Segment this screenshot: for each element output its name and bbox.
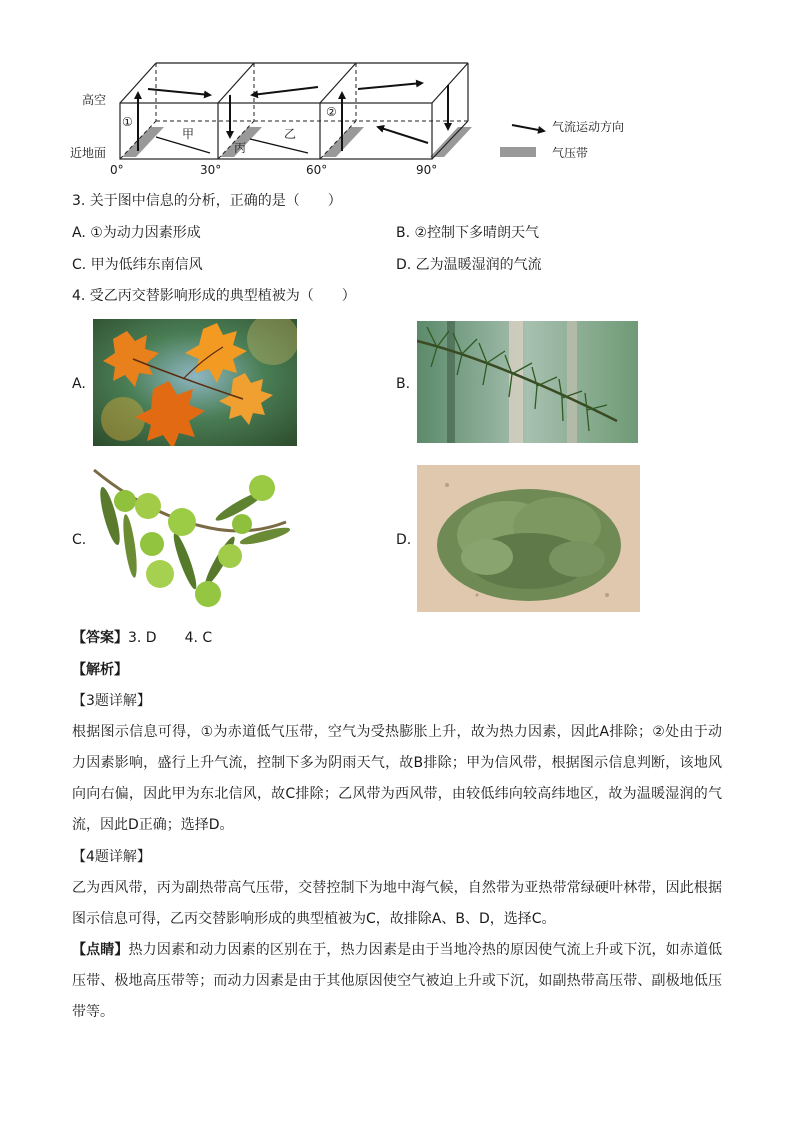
q3-option-c: C. 甲为低纬东南信风 bbox=[72, 257, 203, 273]
lat-60: 60° bbox=[306, 163, 328, 177]
cell-jia: 甲 bbox=[182, 127, 195, 141]
maple-leaves-image bbox=[93, 319, 297, 446]
legend-airflow-label: 气流运动方向 bbox=[552, 120, 625, 134]
answer-label: 【答案】 bbox=[72, 630, 128, 646]
label-high: 高空 bbox=[82, 93, 107, 107]
marker-1: ① bbox=[122, 115, 133, 129]
olive-branch-image bbox=[90, 466, 290, 611]
legend-pressure-label: 气压带 bbox=[552, 146, 589, 160]
q3-detail-title: 【3题详解】 bbox=[72, 693, 151, 709]
pressure-belt-90 bbox=[430, 127, 472, 157]
arrow-ground-90-60 bbox=[378, 127, 428, 143]
label-ground: 近地面 bbox=[70, 146, 107, 160]
q4-option-a: A. bbox=[72, 376, 86, 392]
arrow-high-0-30 bbox=[148, 89, 210, 95]
q3-option-d: D. 乙为温暖湿润的气流 bbox=[396, 257, 542, 273]
tip-paragraph bbox=[72, 935, 722, 1028]
legend-arrow-icon bbox=[512, 125, 544, 131]
lat-30: 30° bbox=[200, 163, 222, 177]
q4-option-c: C. bbox=[72, 532, 87, 548]
arrow-ground-30-60 bbox=[250, 139, 308, 153]
answer-line bbox=[72, 628, 212, 648]
q3-stem: 3. 关于图中信息的分析，正确的是（ ） bbox=[72, 193, 342, 209]
q4-option-b: B. bbox=[396, 376, 411, 392]
lat-90: 90° bbox=[416, 163, 438, 177]
q4-option-d: D. bbox=[396, 532, 412, 548]
arrow-high-60-30 bbox=[252, 87, 318, 95]
q4-stem: 4. 受乙丙交替影响形成的典型植被为（ ） bbox=[72, 288, 356, 304]
q4-detail-title: 【4题详解】 bbox=[72, 849, 151, 865]
marker-2: ② bbox=[326, 105, 337, 119]
q3-option-a: A. ①为动力因素形成 bbox=[72, 225, 201, 241]
cell-yi: 乙 bbox=[284, 127, 297, 141]
cell-bing: 丙 bbox=[234, 141, 247, 155]
answer-text: 3. D 4. C bbox=[128, 630, 213, 646]
desert-shrub-image bbox=[417, 465, 640, 612]
tip-label: 【点睛】 bbox=[72, 942, 129, 958]
analysis-label: 【解析】 bbox=[72, 662, 128, 678]
legend-pressure-icon bbox=[500, 147, 536, 157]
lat-0: 0° bbox=[110, 163, 124, 177]
q4-detail-body: 乙为西风带，丙为副热带高气压带，交替控制下为地中海气候，自然带为亚热带常绿硬叶林带，因此根据图示信息可得，乙丙交替影响形成的典型植被为C，故排除A、B、D，选择C。 bbox=[72, 880, 722, 927]
q3-detail-body: 根据图示信息可得，①为赤道低气压带，空气为受热膨胀上升，故为热力因素，因此A排除；②处由于动力因素影响，盛行上升气流，控制下多为阴雨天气，故B排除；甲为信风带，根据图示信息判断，该地风向向右偏，因此甲为东北信风，故C排除；乙风带为西风带，由较低纬向较高纬地区，故为温暖湿润的气流，因此D正确；选择D。 bbox=[72, 724, 722, 833]
tip-body: 热力因素和动力因素的区别在于，热力因素是由于当地冷热的原因使气流上升或下沉，如赤道低压带、极地高压带等；而动力因素是由于其他原因使空气被迫上升或下沉，如副热带高压带、副极地低压带等。 bbox=[72, 942, 723, 1020]
arrow-high-60-90 bbox=[358, 83, 422, 89]
q3-option-b: B. ②控制下多晴朗天气 bbox=[396, 225, 540, 241]
fir-branch-image bbox=[417, 321, 638, 443]
